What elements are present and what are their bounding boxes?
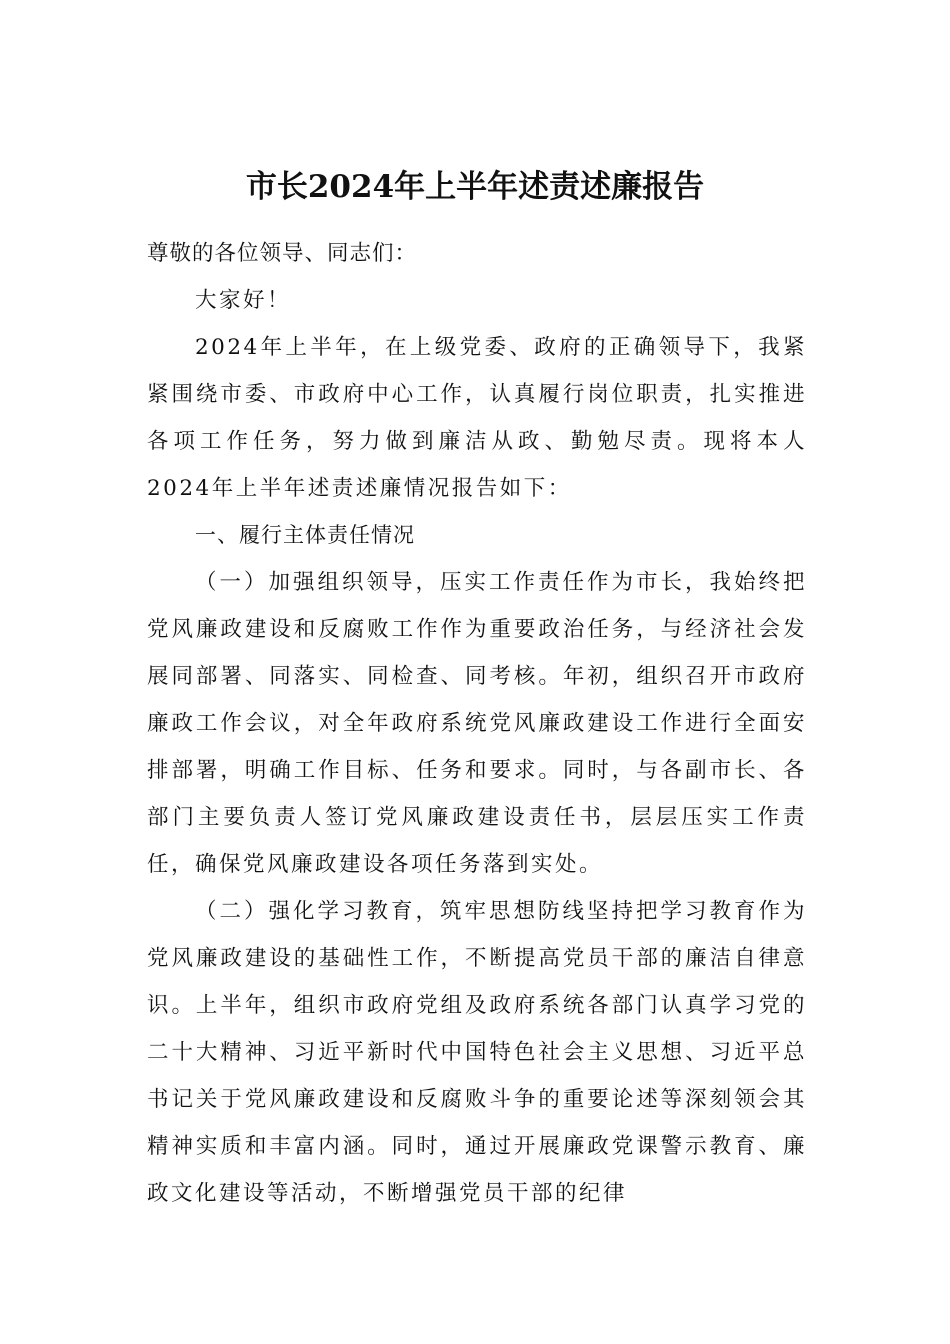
- intro-paragraph: 2024年上半年，在上级党委、政府的正确领导下，我紧紧围绕市委、市政府中心工作，认真履行岗位职责，扎实推进各项工作任务，努力做到廉洁从政、勤勉尽责。现将本人2024年上半年述责述廉情况报告如下：: [147, 335, 807, 501]
- salutation: 尊敬的各位领导、同志们：: [147, 241, 418, 266]
- paragraph-2: （二）强化学习教育，筑牢思想防线坚持把学习教育作为党风廉政建设的基础性工作，不断提高党员干部的廉洁自律意识。上半年，组织市政府党组及政府系统各部门认真学习党的二十大精神、习近平新时代中国特色社会主义思想、习近平总书记关于党风廉政建设和反腐败斗争的重要论述等深刻领会其精神实质和丰富内涵。同时，通过开展廉政党课警示教育、廉政文化建设等活动，不断增强党员干部的纪律: [147, 899, 807, 1206]
- paragraph-1: （一）加强组织领导，压实工作责任作为市长，我始终把党风廉政建设和反腐败工作作为重要政治任务，与经济社会发展同部署、同落实、同检查、同考核。年初，组织召开市政府廉政工作会议，对全年政府系统党风廉政建设工作进行全面安排部署，明确工作目标、任务和要求。同时，与各副市长、各部门主要负责人签订党风廉政建设责任书，层层压实工作责任，确保党风廉政建设各项任务落到实处。: [147, 570, 807, 877]
- document-title: 市长2024年上半年述责述廉报告: [245, 169, 705, 205]
- greeting: 大家好！: [195, 288, 292, 313]
- section-heading: 一、履行主体责任情况: [195, 523, 415, 547]
- document-body: [147, 230, 807, 1217]
